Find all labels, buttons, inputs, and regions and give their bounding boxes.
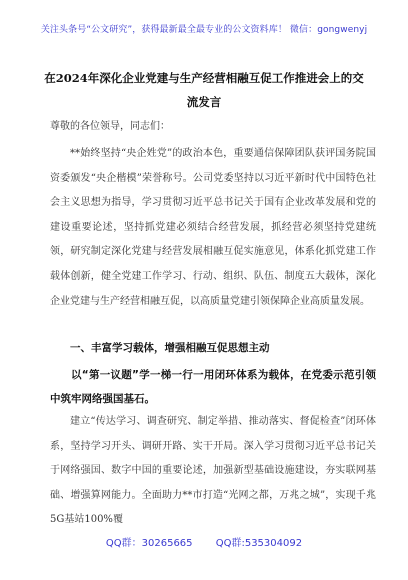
footer-qq-group-2: QQ群:535304092 [215, 538, 303, 549]
greeting: 尊敬的各位领导，同志们： [50, 121, 170, 132]
intro-paragraph: **始终坚持“央企姓党”的政治本色，重要通信保障团队获评国务院国资委颁发“央企楷模”荣誉称号。公司党委坚持以习近平新时代中国特色社会主义思想为指导，学习贯彻习近平总书记关于国有企业改革发展和党的建设重要论述，坚持抓党建必须结合经营发展，抓经营必须坚持党建统领，研究制定深化党建与经营发展相融互促实施意见，体系化抓党建工作载体创新，健全党建工作学习、行动、组织、队伍、制度五大载体，深化企业党建与生产经营相融互促，以高质量党建引领保障企业高质量发展。 [50, 148, 376, 307]
promo-banner: 关注头条号“公文研究”，获得最新最全最专业的公文资料库！ 微信：gongwenyj [40, 25, 368, 35]
footer [0, 534, 408, 549]
section-body-paragraph: 建立“传达学习、调查研究、制定举措、推动落实、督促检查”闭环体系，坚持学习开头、调研开路、实干开局。深入学习贯彻习近平总书记关于网络强国、数字中国的重要论述，加强新型基础设施建设，夯实联网基础、增强算网能力。全面助力**市打造“光网之都，万兆之城”，实现千兆5G基站100%覆 [50, 416, 376, 526]
section-lead-paragraph: 以“第一议题”学一梯一行一用闭环体系为载体，在党委示范引领中筑牢网络强国基石。 [50, 369, 376, 405]
document-title: 在2024年深化企业党建与生产经营相融互促工作推进会上的交流发言 [44, 71, 364, 109]
section-heading-1: 一、丰富学习载体，增强相融互促思想主动 [70, 342, 270, 354]
footer-qq-group-1: QQ群：30265665 [105, 538, 193, 549]
